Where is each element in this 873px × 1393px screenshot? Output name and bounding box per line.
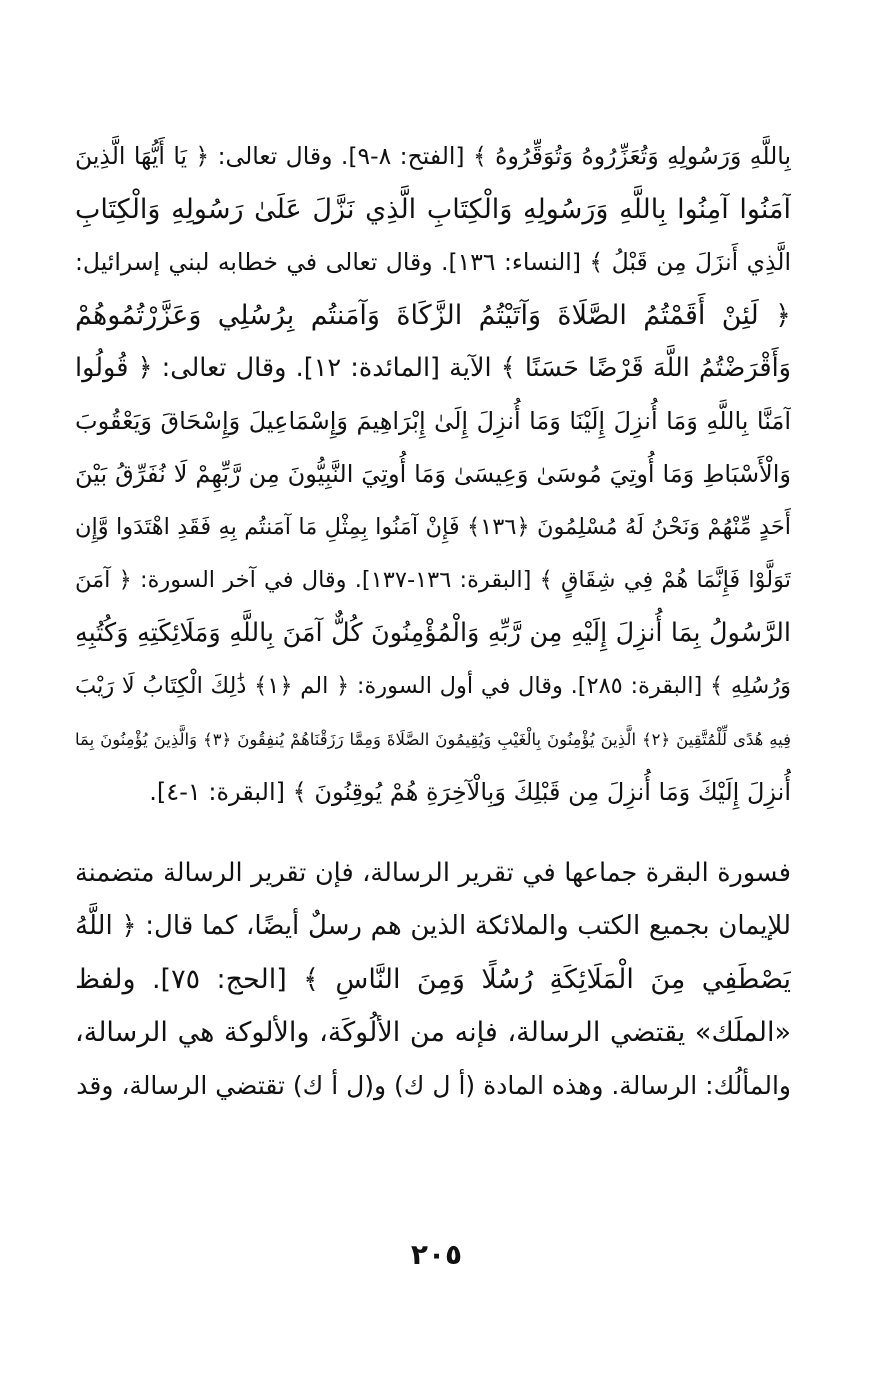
text-line: ﴿ لَئِنْ أَقَمْتُمُ الصَّلَاةَ وَآتَيْتُمُ الزَّكَاةَ وَآمَنتُم بِرُسُلِي وَعَزَّرْتُمُوهُمْ (75, 300, 791, 331)
paragraph-gap (75, 819, 791, 847)
quran-citations-paragraph (75, 130, 791, 819)
text-line: يَصْطَفِي مِنَ الْمَلَائِكَةِ رُسُلًا وَمِنَ النَّاسِ ﴾ [الحج: ٧٥]. ولفظ (75, 964, 791, 995)
text-line: تَوَلَّوْا فَإِنَّمَا هُمْ فِي شِقَاقٍ ﴾ [البقرة: ١٣٦-١٣٧]. وقال في آخر السورة: ﴿ آمَنَ (75, 567, 791, 593)
text-line: الرَّسُولُ بِمَا أُنزِلَ إِلَيْهِ مِن رَّبِّهِ وَالْمُؤْمِنُونَ كُلٌّ آمَنَ بِاللَّهِ وَمَلَائِكَتِهِ وَكُتُبِهِ (75, 618, 791, 648)
text-line: فسورة البقرة جماعها في تقرير الرسالة، فإن تقرير الرسالة متضمنة (75, 858, 791, 888)
text-line: آمَنَّا بِاللَّهِ وَمَا أُنزِلَ إِلَيْنَا وَمَا أُنزِلَ إِلَىٰ إِبْرَاهِيمَ وَإِسْمَاعِيلَ وَإِسْحَاقَ وَيَعْقُوبَ (75, 407, 791, 435)
text-line: فِيهِ هُدًى لِّلْمُتَّقِينَ ﴿٢﴾ الَّذِينَ يُؤْمِنُونَ بِالْغَيْبِ وَيُقِيمُونَ الصَّلَاةَ وَمِمَّا رَزَقْنَاهُمْ يُنفِقُونَ ﴿٣﴾ وَالَّذِينَ يُؤْمِنُونَ بِمَا (75, 730, 791, 749)
text-line: أَحَدٍ مِّنْهُمْ وَنَحْنُ لَهُ مُسْلِمُونَ ﴿١٣٦﴾ فَإِنْ آمَنُوا بِمِثْلِ مَا آمَنتُم بِهِ فَقَدِ اهْتَدَوا وَّإِن (75, 514, 791, 540)
text-line: بِاللَّهِ وَرَسُولِهِ وَتُعَزِّرُوهُ وَتُوَقِّرُوهُ ﴾ [الفتح: ٨-٩]. وقال تعالى: ﴿ يَا أَيُّهَا الَّذِينَ (75, 142, 791, 170)
text-line: وَأَقْرَضْتُمُ اللَّهَ قَرْضًا حَسَنًا ﴾ الآية [المائدة: ١٢]. وقال تعالى: ﴿ قُولُوا (75, 353, 791, 383)
text-line: الَّذِي أَنزَلَ مِن قَبْلُ ﴾ [النساء: ١٣٦]. وقال تعالى في خطابه لبني إسرائيل: (75, 248, 791, 276)
text-line: والمألُك: الرسالة. وهذه المادة (أ ل ك) و(ل أ ك) تقتضي الرسالة، وقد (76, 1071, 791, 1100)
text-line: أُنزِلَ إِلَيْكَ وَمَا أُنزِلَ مِن قَبْلِكَ وَبِالْآخِرَةِ هُمْ يُوقِنُونَ ﴾ [البقرة: ١-٤]. (149, 778, 791, 806)
text-line: للإيمان بجميع الكتب والملائكة الذين هم رسلٌ أيضًا، كما قال: ﴿ اللَّهُ (75, 911, 791, 941)
page-number: ٢٠٥ (410, 1238, 463, 1271)
body-paragraph (75, 847, 791, 1112)
text-line: وَالْأَسْبَاطِ وَمَا أُوتِيَ مُوسَىٰ وَعِيسَىٰ وَمَا أُوتِيَ النَّبِيُّونَ مِن رَّبِّهِمْ لَا نُفَرِّقُ بَيْنَ (75, 460, 791, 488)
text-line: وَرُسُلِهِ ﴾ [البقرة: ٢٨٥]. وقال في أول السورة: ﴿ الم ﴿١﴾ ذَٰلِكَ الْكِتَابُ لَا رَيْبَ (75, 673, 791, 699)
page-body (75, 130, 791, 1112)
text-line: آمَنُوا آمِنُوا بِاللَّهِ وَرَسُولِهِ وَالْكِتَابِ الَّذِي نَزَّلَ عَلَىٰ رَسُولِهِ وَالْكِتَابِ (75, 194, 791, 225)
text-line: «الملَك» يقتضي الرسالة، فإنه من الألُوكَة، والألوكة هي الرسالة، (75, 1017, 791, 1048)
